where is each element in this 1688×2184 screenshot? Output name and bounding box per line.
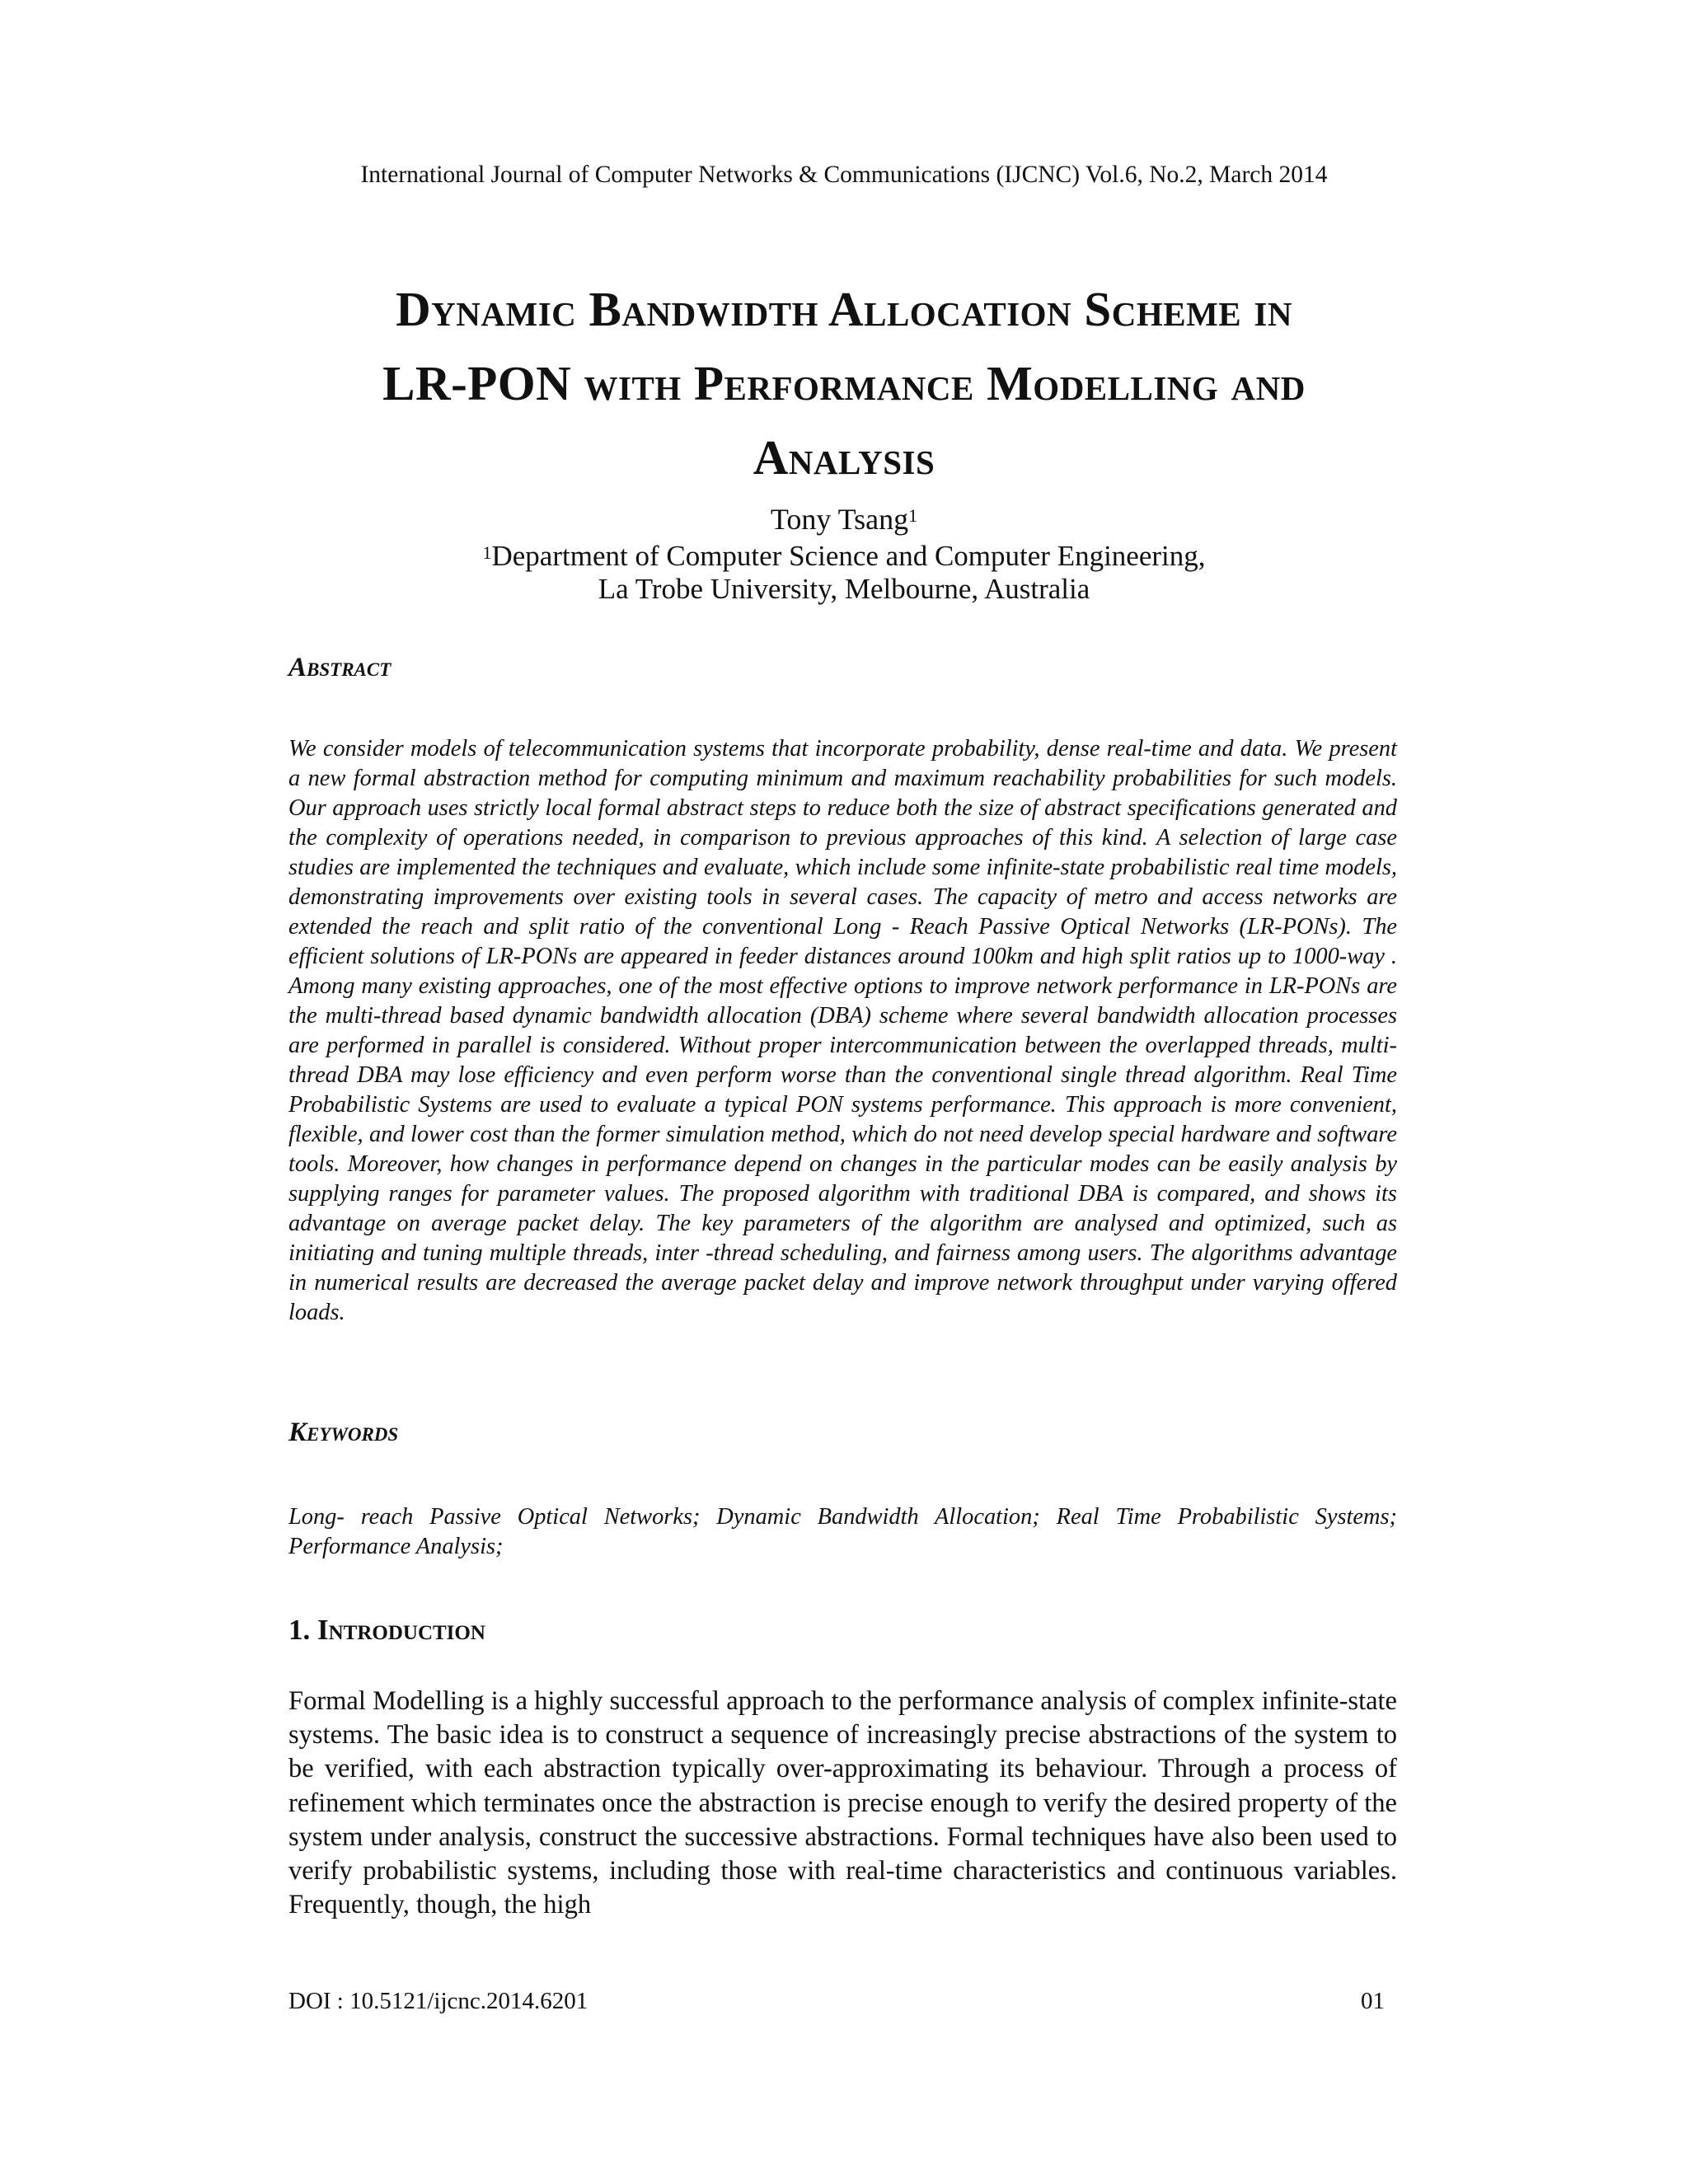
title-line-2: LR-PON with Performance Modelling and	[382, 356, 1306, 410]
page-number: 01	[1361, 1988, 1385, 2014]
keywords-heading: Keywords	[288, 1418, 399, 1447]
title-line-1: Dynamic Bandwidth Allocation Scheme in	[396, 282, 1292, 336]
paper-title	[247, 272, 1441, 494]
affiliation-superscript: 1	[482, 542, 492, 563]
introduction-heading: 1. Introduction	[288, 1614, 485, 1646]
author-name: Tony Tsang	[770, 503, 909, 536]
affiliation	[0, 540, 1688, 606]
introduction-text: Formal Modelling is a highly successful approach to the performance analysis of complex infinite-state systems. The basic idea is to construct a sequence of increasingly precise abstractions of the system to be verified, with each abstraction typically over-approximating its behaviour. Through a process of refinement which terminates once the abstraction is precise enough to verify the desired property of the system under analysis, construct the successive abstractions. Formal techniques have also been used to verify probabilistic systems, including those with real-time characteristics and continuous variables. Frequently, though, the high	[288, 1686, 1397, 1920]
abstract-text: We consider models of telecommunication systems that incorporate probability, dense real-time and data. We present a new formal abstraction method for computing minimum and maximum reachability probabilities for such models. Our approach uses strictly local formal abstract steps to reduce both the size of abstract specifications generated and the complexity of operations needed, in comparison to previous approaches of this kind. A selection of large case studies are implemented the techniques and evaluate, which include some infinite-state probabilistic real time models, demonstrating improvements over existing tools in several cases. The capacity of metro and access networks are extended the reach and split ratio of the conventional Long - Reach Passive Optical Networks (LR-PONs). The efficient solutions of LR-PONs are appeared in feeder distances around 100km and high split ratios up to 1000-way . Among many existing approaches, one of the most effective options to improve network performance in LR-PONs are the multi-thread based dynamic bandwidth allocation (DBA) scheme where several bandwidth allocation processes are performed in parallel is considered. Without proper intercommunication between the overlapped threads, multi-thread DBA may lose efficiency and even perform worse than the conventional single thread algorithm. Real Time Probabilistic Systems are used to evaluate a typical PON systems performance. This approach is more convenient, flexible, and lower cost than the former simulation method, which do not need develop special hardware and software tools. Moreover, how changes in performance depend on changes in the particular modes can be easily analysis by supplying ranges for parameter values. The proposed algorithm with traditional DBA is compared, and shows its advantage on average packet delay. The key parameters of the algorithm are analysed and optimized, such as initiating and tuning multiple threads, inter -thread scheduling, and fairness among users. The algorithms advantage in numerical results are decreased the average packet delay and improve network throughput under varying offered loads.	[288, 736, 1397, 1325]
footer-doi: DOI : 10.5121/ijcnc.2014.6201	[288, 1988, 588, 2014]
journal-header: International Journal of Computer Networks & Communications (IJCNC) Vol.6, No.2, March 2014	[360, 162, 1328, 188]
author-superscript: 1	[908, 505, 918, 526]
title-line-3: Analysis	[753, 430, 935, 485]
affiliation-line-1: $^1$Department of Computer Science and Computer Engineering,	[482, 540, 1206, 572]
author	[0, 501, 1688, 537]
keywords-text: Long- reach Passive Optical Networks; Dynamic Bandwidth Allocation; Real Time Probabilistic Systems; Performance Analysis;	[288, 1504, 1397, 1559]
affiliation-line-2: La Trobe University, Melbourne, Australia	[598, 573, 1090, 605]
abstract-heading: Abstract	[288, 653, 392, 682]
